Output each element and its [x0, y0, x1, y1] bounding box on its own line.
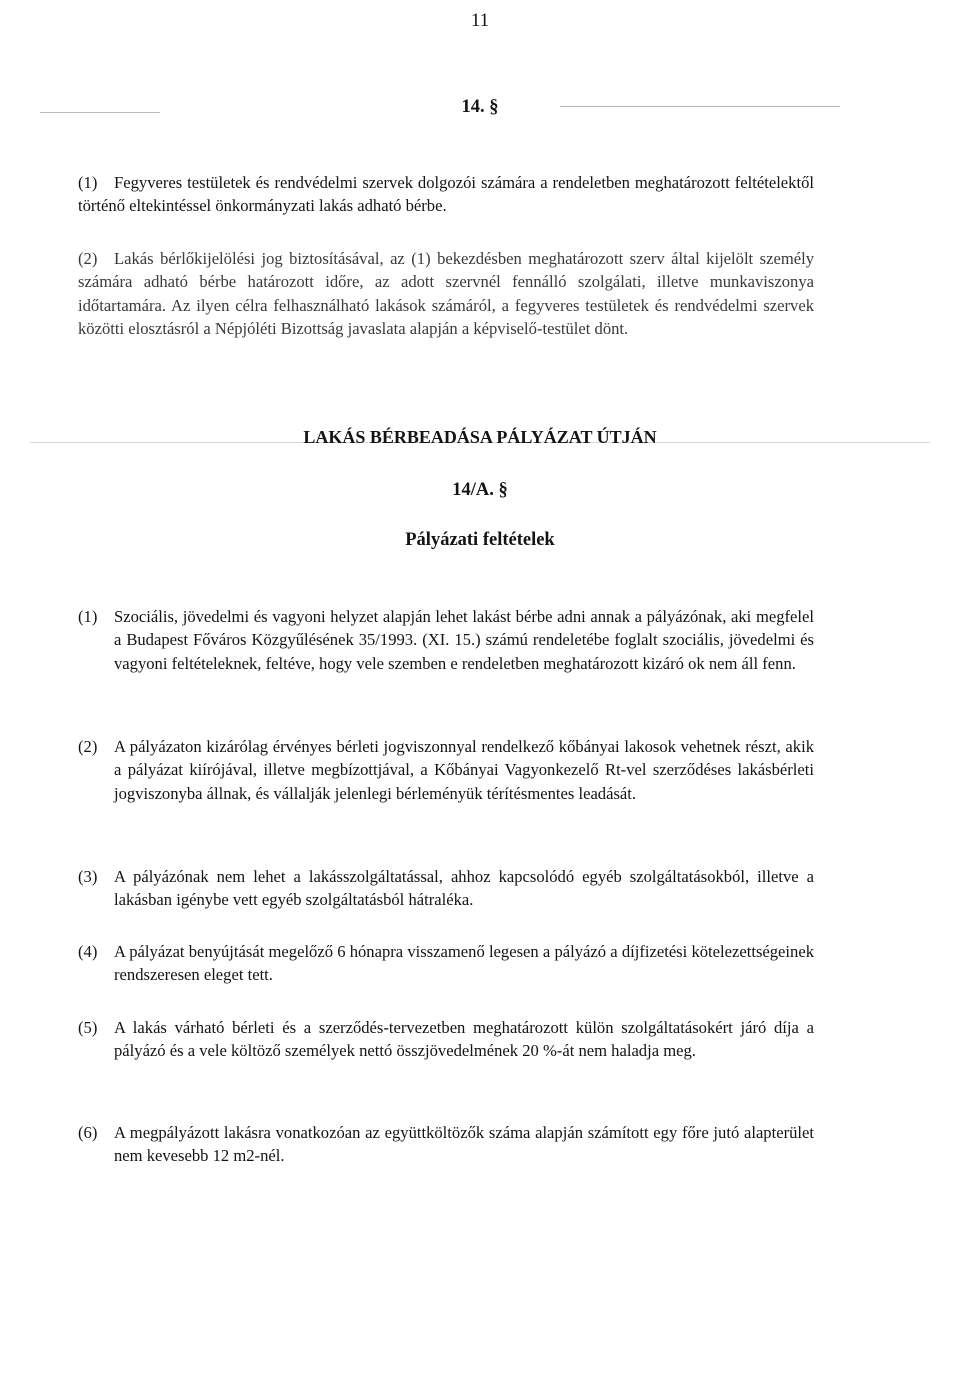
- section-14a-paragraph-6: [78, 1121, 814, 1168]
- paragraph-number: (5): [78, 1018, 98, 1037]
- paragraph-text: A pályázónak nem lehet a lakásszolgáltatással, ahhoz kapcsolódó egyéb szolgáltatásokból, illetve a lakásban igénybe vett egyéb szolgáltatásból hátraléka.: [114, 867, 814, 910]
- paragraph-number: (1): [78, 173, 98, 192]
- section-14-paragraph-2: [78, 247, 814, 340]
- page-number: 11: [470, 10, 490, 31]
- paragraph-text: Lakás bérlőkijelölési jog biztosításával, az (1) bekezdésben meghatározott szerv által kijelölt személy számára adható bérbe határozott időre, az adott szervnél fennálló szolgálati, illetve munkaviszonya időtartamára. Az ilyen célra felhasználható lakások számáról, a fegyveres testületek és rendvédelmi szervek közötti elosztásról a Népjóléti Bizottság javaslata alapján a képviselő-testület dönt.: [78, 249, 814, 338]
- section-14a-subheading: Pályázati feltételek: [405, 530, 555, 550]
- section-14a-paragraph-4: [78, 940, 814, 987]
- paragraph-number: (4): [78, 942, 98, 961]
- paragraph-number: (1): [78, 607, 98, 626]
- section-14-heading: 14. §: [461, 97, 499, 117]
- paragraph-number: (6): [78, 1123, 98, 1142]
- section-14a-paragraph-5: [78, 1016, 814, 1063]
- paragraph-text: Fegyveres testületek és rendvédelmi szervek dolgozói számára a rendeletben meghatározott feltételektől történő eltekintéssel önkormányzati lakás adható bérbe.: [78, 173, 814, 216]
- paragraph-text: A pályázaton kizárólag érvényes bérleti jogviszonnyal rendelkező kőbányai lakosok vehetnek részt, akik a pályázat kiírójával, illetve megbízottjával, a Kőbányai Vagyonkezelő Rt-vel szerződéses lakásbérleti jogviszonyba állnak, és vállalják jelenlegi bérleményük térítésmentes leadását.: [114, 737, 814, 803]
- paragraph-text: A megpályázott lakásra vonatkozóan az együttköltözők száma alapján számított egy főre jutó alapterület nem kevesebb 12 m2-nél.: [114, 1123, 814, 1166]
- section-14a-paragraph-1: [78, 605, 814, 675]
- paragraph-text: A pályázat benyújtását megelőző 6 hónapra visszamenő legesen a pályázó a díjfizetési kötelezettségeinek rendszeresen eleget tett.: [114, 942, 814, 985]
- paragraph-number: (2): [78, 737, 98, 756]
- paragraph-text: A lakás várható bérleti és a szerződés-tervezetben meghatározott külön szolgáltatásokért járó díja a pályázó és a vele költöző személyek nettó összjövedelmének 20 %-át nem haladja meg.: [114, 1018, 814, 1061]
- chapter-heading: LAKÁS BÉRBEADÁSA PÁLYÁZAT ÚTJÁN: [303, 427, 657, 447]
- section-14-paragraph-1: [78, 171, 814, 218]
- paragraph-text: Szociális, jövedelmi és vagyoni helyzet alapján lehet lakást bérbe adni annak a pályázónak, aki megfelel a Budapest Főváros Közgyűlésének 35/1993. (XI. 15.) számú rendeletébe foglalt szociális, jövedelmi és vagyoni feltételeknek, feltéve, hogy vele szemben e rendeletben meghatározott kizáró ok nem áll fenn.: [114, 607, 814, 673]
- section-14a-heading: 14/A. §: [452, 480, 508, 500]
- section-14a-paragraph-3: [78, 865, 814, 912]
- paragraph-number: (2): [78, 249, 98, 268]
- section-14a-paragraph-2: [78, 735, 814, 805]
- paragraph-number: (3): [78, 867, 98, 886]
